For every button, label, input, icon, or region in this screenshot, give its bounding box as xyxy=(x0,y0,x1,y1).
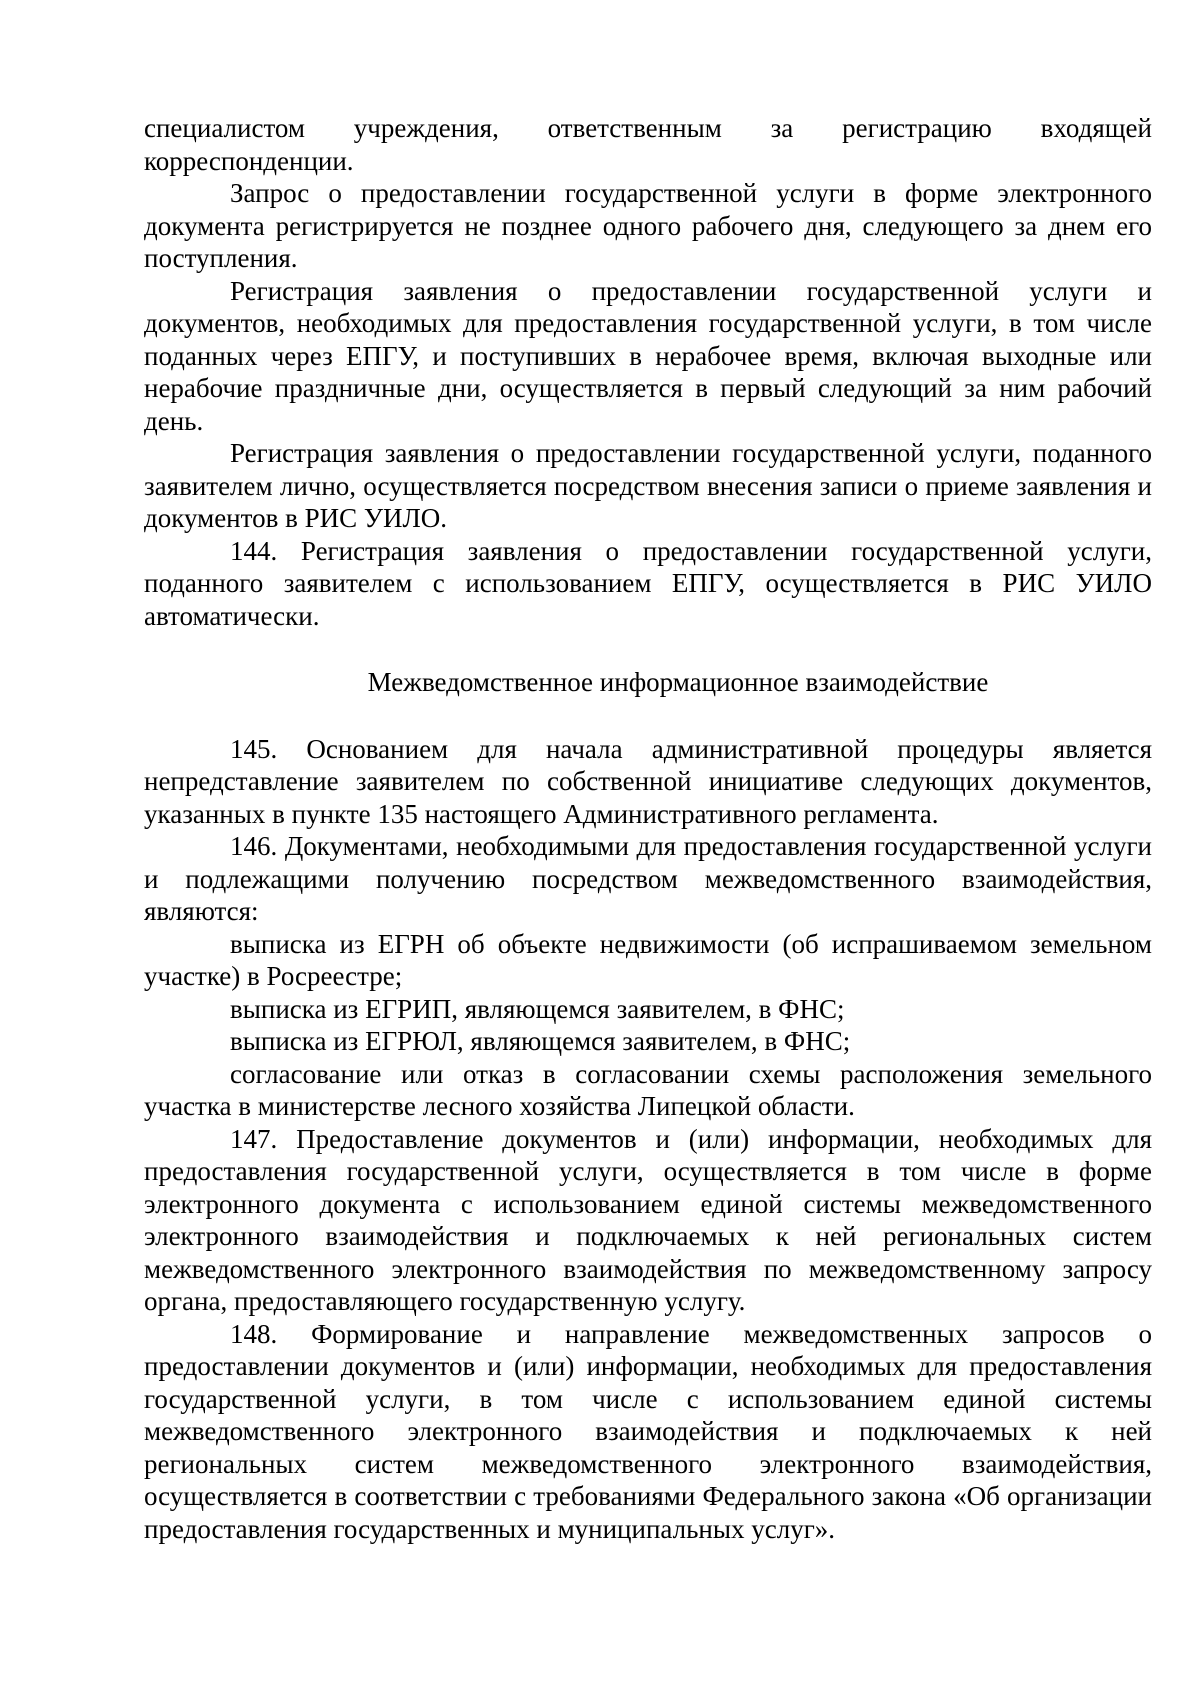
paragraph-144: 144. Регистрация заявления о предоставлении государственной услуги, поданного заявителем с использованием ЕПГУ, осуществляется в РИС УИЛО автоматически. xyxy=(144,535,1152,631)
paragraph-registration-specialist: специалистом учреждения, ответственным за регистрацию входящей корреспонденции. xyxy=(144,113,1152,176)
spacer xyxy=(144,632,1152,666)
paragraph-147: 147. Предоставление документов и (или) информации, необходимых для предоставления государственной услуги, осуществляется в том числе в форме электронного документа с использованием единой системы межведомственного электронного взаимодействия и подключаемых к ней региональных систем межведомственного электронного взаимодействия по межведомственному запросу органа, предоставляющего государственную услугу. xyxy=(144,1123,1152,1316)
paragraph-148: 148. Формирование и направление межведомственных запросов о предоставлении документов и (или) информации, необходимых для предоставления государственной услуги, в том числе с использованием единой системы межведомственного электронного взаимодействия и подключаемых к ней региональных систем межведомственного электронного взаимодействия, осуществляется в соответствии с требованиями Федерального закона «Об организации предоставления государственных и муниципальных услуг». xyxy=(144,1318,1152,1544)
list-item-egrip: выписка из ЕГРИП, являющемся заявителем, в ФНС; xyxy=(230,993,845,1024)
spacer xyxy=(144,699,1152,733)
list-item-egrul: выписка из ЕГРЮЛ, являющемся заявителем, в ФНС; xyxy=(230,1026,851,1056)
section-heading: Межведомственное информационное взаимодействие xyxy=(367,667,989,697)
paragraph-146: 146. Документами, необходимыми для предоставления государственной услуги и подлежащими получению посредством межведомственного взаимодействия, являются: xyxy=(144,831,1152,926)
document-page xyxy=(144,112,1152,1545)
paragraph-nonworking-registration: Регистрация заявления о предоставлении государственной услуги и документов, необходимых для предоставления государственной услуги, в том числе поданных через ЕПГУ, и поступивших в нерабочее время, включая выходные или нерабочие праздничные дни, осуществляется в первый следующий за ним рабочий день. xyxy=(144,275,1152,436)
list-item-forestry-approval: согласование или отказ в согласовании схемы расположения земельного участка в министерстве лесного хозяйства Липецкой области. xyxy=(144,1058,1152,1121)
paragraph-personal-registration: Регистрация заявления о предоставлении государственной услуги, поданного заявителем лично, осуществляется посредством внесения записи о приеме заявления и документов в РИС УИЛО. xyxy=(144,438,1152,533)
paragraph-145: 145. Основанием для начала административной процедуры является непредставление заявителем по собственной инициативе следующих документов, указанных в пункте 135 настоящего Административного регламента. xyxy=(144,733,1152,829)
paragraph-electronic-request: Запрос о предоставлении государственной услуги в форме электронного документа регистрируется не позднее одного рабочего дня, следующего за днем его поступления. xyxy=(144,178,1152,273)
list-item-egrn: выписка из ЕГРН об объекте недвижимости (об испрашиваемом земельном участке) в Росреестре; xyxy=(144,928,1152,991)
